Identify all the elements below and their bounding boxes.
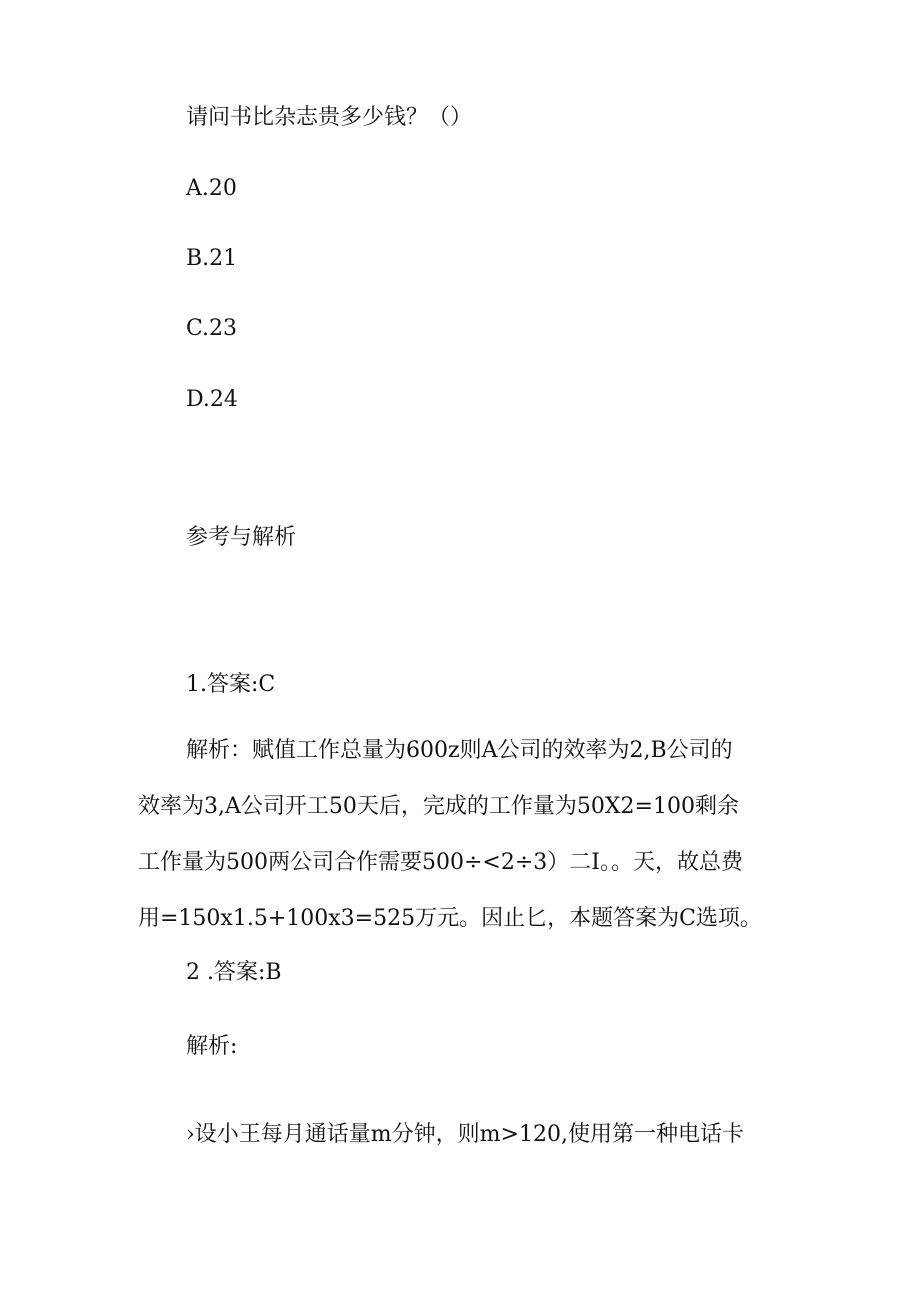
option-d: D.24: [186, 387, 238, 412]
question-prompt: 请问书比杂志贵多少钱？（）: [186, 105, 473, 130]
answer-1-explanation: [138, 736, 788, 934]
option-b: B.21: [186, 246, 238, 271]
option-a: A.20: [186, 176, 237, 201]
explanation-line: 解析：赋值工作总量为600z则A公司的效率为2,B公司的: [186, 738, 733, 763]
explanation-line: 效率为3,A公司开工50天后，完成的工作量为50X2=100剩余: [138, 794, 739, 819]
explanation-line: 用=150x1.5+100x3=525万元。因止匕，本题答案为C选项。: [138, 906, 762, 931]
answer-2-explanation-title: 解析:: [186, 1034, 238, 1059]
explanation-line: 工作量为500两公司合作需要500÷<2÷3）二I。。天，故总费: [138, 850, 743, 875]
option-c: C.23: [186, 316, 238, 341]
answer-2-label: 2 .答案:B: [186, 960, 282, 985]
section-heading: 参考与解析: [186, 525, 297, 550]
answer-2-explanation-line: ›设小王每月通话量m分钟，则m>120,使用第一种电话卡: [186, 1122, 744, 1147]
answer-1-label: 1.答案:C: [186, 672, 276, 697]
